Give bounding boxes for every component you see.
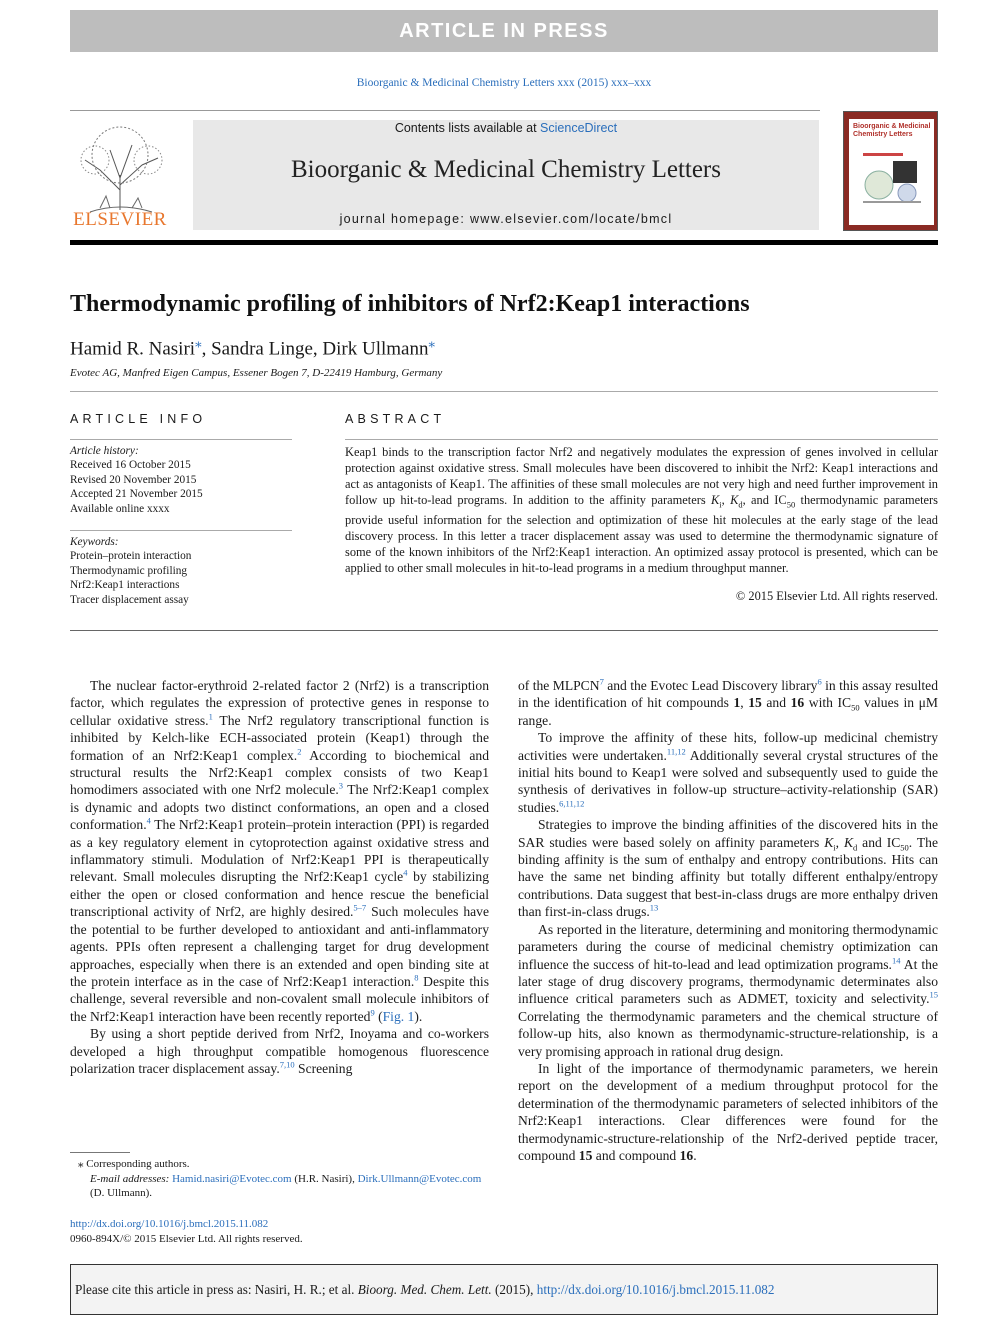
abstract-part: Keap1 binds to the transcription factor Nrf2 and negatively modulates the expression of genes involved in cellular protection against oxidative stress. Small molecules have been discovered to inhibit the Nrf2: Keap1 interactions and act as antagonists of Keap1. The affinities of these small molecules are not very high and need further improvement in follow up hit-to-lead programs. In addition to the affinity parameters [345, 445, 938, 507]
email-link[interactable]: Dirk.Ullmann@Evotec.com [357, 1172, 482, 1185]
footnote [70, 1157, 490, 1201]
compound-number: 15 [578, 1147, 593, 1163]
publisher-name: ELSEVIER [73, 209, 167, 230]
email-label: E-mail addresses: [90, 1172, 173, 1185]
email-addresses [70, 1172, 490, 1201]
cover-title: Bioorganic & Medicinal Chemistry Letters [853, 123, 931, 138]
author-name[interactable]: Dirk Ullmann [322, 338, 429, 360]
history-item: Received 16 October 2015 [70, 459, 191, 472]
compound-number: 1 [733, 695, 741, 711]
keywords-label: Keywords: [70, 536, 119, 548]
sciencedirect-link[interactable]: ScienceDirect [540, 121, 618, 135]
elsevier-logo[interactable] [70, 120, 170, 232]
history-item: Accepted 21 November 2015 [70, 488, 203, 501]
citation-link[interactable]: 2 [297, 746, 302, 757]
cite-journal: Bioorg. Med. Chem. Lett. [357, 1282, 492, 1297]
citation-box [70, 1264, 938, 1315]
citation-link[interactable]: 4 [403, 867, 408, 878]
keyword-item: Protein–protein interaction [70, 550, 192, 563]
keyword-item: Tracer displacement assay [70, 593, 189, 606]
abstract-part: , [721, 493, 731, 507]
body-paragraph: As reported in the literature, determining and monitoring thermodynamic parameters during the course of medicinal chemistry optimization can influence the success of hit-to-lead and lead optimization programs.$^{14}$ At the later stage of drug discovery programs, thermodynamic determinates also influence critical parameters such as ADMET, toxicity and selectivity.$^{15}$ Correlating the thermodynamic parameters and the chemical structure of follow-up hits, also known as thermodynamic-structure-relationship, is a very promising approach in rational drug design. [518, 921, 939, 1059]
abstract-subscript: d [738, 499, 743, 510]
abstract-subscript: 50 [786, 499, 796, 510]
cover-graphic-icon [857, 149, 927, 209]
history-label: Article history: [70, 445, 139, 457]
email-link[interactable]: Hamid.nasiri@Evotec.com [172, 1172, 292, 1185]
body-paragraph: of the MLPCN$^7$ and the Evotec Lead Discovery library$^6$ in this assay resulted in the identification of hit compounds 1, 15 and 16 with $IC_{50}$ values in μM range. [518, 676, 939, 728]
doi-block [70, 1217, 490, 1246]
abstract-part: , and IC [742, 493, 787, 507]
body-paragraph: By using a short peptide derived from Nrf2, Inoyama and co-workers developed a high throughput compatible homogenous fluorescence polarization tracer displacement assay.$^{7,10}$ Screening [70, 1026, 489, 1076]
cite-prefix: Please cite this article in press as: Nasiri, H. R.; et al. [75, 1282, 358, 1297]
compound-number: 15 [748, 695, 762, 711]
contents-prefix: Contents lists available at [394, 121, 541, 135]
abstract-subscript: i [719, 499, 722, 510]
body-paragraph: To improve the affinity of these hits, follow-up medicinal chemistry activities were undertaken.$^{11,12}$ Additionally several crystal structures of the initial hits bound to Keap1 were solved and subsequently used to guide the synthesis of derivatives in follow-up structure–activity-relationship (SAR) studies.$^{6,11,12}$ [518, 730, 938, 815]
compound-number: 16 [790, 695, 805, 711]
affiliation: Evotec AG, Manfred Eigen Campus, Essener Bogen 7, D-22419 Hamburg, Germany [70, 367, 443, 379]
issn-copyright: 0960-894X/© 2015 Elsevier Ltd. All rights reserved. [70, 1232, 303, 1245]
journal-cover-thumbnail[interactable] [843, 111, 938, 231]
cover-inner [849, 119, 934, 225]
keyword-item: Thermodynamic profiling [70, 564, 188, 577]
article-history [70, 444, 292, 516]
citation-link[interactable]: 11,12 [666, 746, 686, 757]
author-list [70, 335, 870, 360]
divider [70, 439, 292, 440]
corresponding-author-mark[interactable]: ⁎ [428, 335, 435, 350]
cite-doi-link[interactable]: http://dx.doi.org/10.1016/j.bmcl.2015.11.082 [536, 1282, 775, 1297]
cite-year: (2015), [491, 1282, 537, 1297]
body-column-left [70, 677, 489, 1077]
citation-link[interactable]: 7,10 [279, 1059, 295, 1070]
citation-link[interactable]: 14 [891, 954, 901, 965]
divider [70, 630, 938, 631]
citation-link[interactable]: 3 [338, 780, 344, 791]
body-paragraph: The nuclear factor-erythroid 2-related factor 2 (Nrf2) is a transcription factor, which regulates the expression of protective genes in response to cellular oxidative stress.$^1$ The Nrf2 regulatory transcriptional function is inhibited by Kelch-like ECH-associated protein (Keap1) through the formation of an Nrf2:Keap1 complex.$^2$ According to biochemical and structural results the Nrf2:Keap1 complex consists of two Keap1 homodimers associated with one Nrf2 molecule.$^3$ The Nrf2:Keap1 complex is dynamic and adopts two distinct conformations, an open and a closed conformation.$^4$ The Nrf2:Keap1 protein–protein interaction (PPI) is regarded as a key regulatory element in cytoprotection against oxidative stress and inflammatory stimuli. Modulation of Nrf2:Keap1 PPI is therapeutically relevant. Small molecules disrupting the Nrf2:Keap1 cycle$^4$ by stabilizing either the open or closed conformation and hence rescue the beneficial transcriptional activity of Nrf2, are highly desired.$^{5-7}$ Such molecules have the potential to be further developed to antioxidant and anti-inflammatory agents. PPIs often represent a challenging target for drug development approaches, especially when there is an extended and open binding site at the protein interface as in the case of Nrf2:Keap1 interaction.$^8$ Despite this challenge, several reversible and non-covalent small molecule inhibitors of the Nrf2:Keap1 interaction have been recently reported$^9$ (Fig. 1). [70, 678, 490, 1024]
citation-link[interactable]: 4 [146, 815, 151, 826]
divider [70, 391, 938, 392]
journal-title: Bioorganic & Medicinal Chemistry Letters [290, 156, 721, 183]
body-paragraph: In light of the importance of thermodynamic parameters, we herein report on the development of a medium throughput protocol for the determination of the thermodynamic parameters of selected inhibitors of the Nrf2:Keap1 interactions. Clear differences were found for the thermodynamic-structure-relationship of the Nrf2-derived peptide tracer, compound 15 and compound 16. [518, 1060, 938, 1163]
header-rule-thick [70, 240, 938, 245]
citation-link[interactable]: 6,11,12 [559, 798, 585, 809]
citation-link[interactable]: 6 [817, 676, 822, 687]
abstract-text [345, 444, 938, 576]
history-item: Revised 20 November 2015 [70, 473, 197, 486]
journal-homepage[interactable]: journal homepage: www.elsevier.com/locate/bmcl [339, 212, 673, 226]
footnote-rule [70, 1152, 130, 1153]
doi-link[interactable]: http://dx.doi.org/10.1016/j.bmcl.2015.11.082 [70, 1218, 269, 1230]
citation-link[interactable]: 9 [370, 1007, 375, 1018]
header-rule-top [70, 110, 820, 111]
body-paragraph: Strategies to improve the binding affinities of the discovered hits in the SAR studies were based solely on affinity parameters $K_i$, $K_d$ and $IC_{50}$. The binding affinity is the sum of enthalpy and entropy contributions. Hits can have the same net binding affinity but totally different enthalpy/entropy contributions. Data suggest that best-in-class drugs are more enthalpy driven than first-in-class drugs.$^{13}$ [518, 817, 938, 920]
abstract-symbol: K [711, 493, 720, 507]
article-info-heading: ARTICLE INFO [70, 412, 207, 426]
article-title: Thermodynamic profiling of inhibitors of Nrf2:Keap1 interactions [70, 291, 750, 317]
contents-line [193, 121, 819, 135]
history-item: Available online xxxx [70, 502, 170, 515]
author-separator: , [201, 338, 212, 360]
divider [70, 530, 292, 531]
abstract-part: thermodynamic parameters provide useful information for the selection and optimization of these hit molecules at the early stage of the lead discovery process. In this letter a tracer displacement assay was used to determine the thermodynamic signature of some of the known inhibitors of the Nrf2:Keap1 interaction. An optimized assay protocol is presented, which can be applied to other small molecules in hit-to-lead programs in a medium throughput manner. [345, 493, 938, 576]
citation-link[interactable]: 1 [208, 711, 213, 722]
author-separator: , [312, 338, 323, 360]
author-name[interactable]: Sandra Linge [211, 338, 313, 360]
journal-reference-link[interactable]: Bioorganic & Medicinal Chemistry Letters xxx (2015) xxx–xxx [356, 77, 652, 89]
email-owner: (D. Ullmann). [90, 1187, 153, 1200]
body-column-right [518, 677, 938, 1164]
citation-link[interactable]: 13 [649, 902, 659, 913]
abstract-symbol: K [730, 493, 739, 507]
citation-link[interactable]: 5–7 [353, 902, 367, 913]
compound-number: 16 [679, 1147, 694, 1163]
author-name[interactable]: Hamid R. Nasiri [70, 338, 196, 360]
abstract-copyright: © 2015 Elsevier Ltd. All rights reserved. [735, 589, 938, 603]
citation-link[interactable]: 7 [599, 676, 604, 687]
corresponding-note: ⁎ Corresponding authors. [78, 1158, 190, 1170]
keyword-item: Nrf2:Keap1 interactions [70, 579, 180, 592]
abstract-heading: ABSTRACT [345, 412, 446, 426]
citation-link[interactable]: 8 [414, 972, 419, 983]
keywords [70, 535, 292, 607]
email-owner: (H.R. Nasiri), [291, 1172, 358, 1185]
figure-link[interactable]: Fig. 1 [382, 1008, 415, 1024]
article-in-press-banner: ARTICLE IN PRESS [70, 10, 938, 52]
divider [345, 439, 938, 440]
citation-link[interactable]: 15 [929, 989, 938, 1000]
corresponding-author-mark[interactable]: ⁎ [195, 335, 202, 350]
